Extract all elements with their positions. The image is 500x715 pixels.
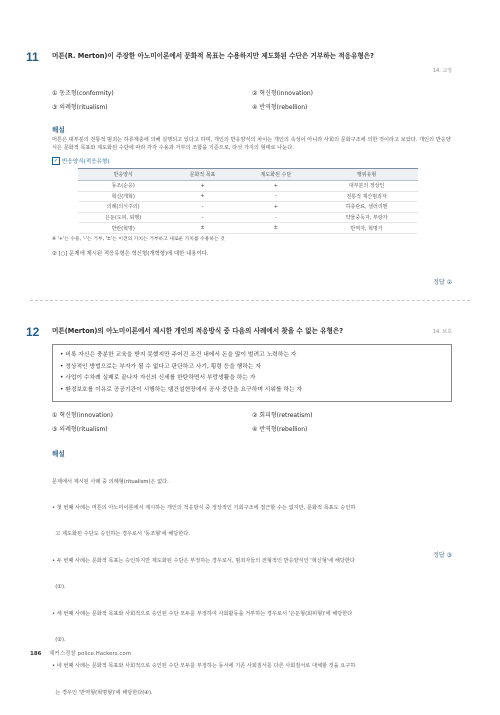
question-text: 머튼(Merton)의 아노미이론에서 제시한 개인의 적응방식 중 다음의 사례에서 찾을 수 없는 유형은? xyxy=(52,327,344,335)
answer-label: 정답 ② xyxy=(433,279,452,286)
page-footer xyxy=(30,649,131,657)
conclusion-text: ② [○] 문제에 제시된 적응유형은 혁신형(개혁형)에 대한 내용이다. xyxy=(52,250,209,257)
option-1[interactable]: ① 동조형(conformity) xyxy=(52,90,114,97)
table-row: 의례(의식주의) - + 하층관료, 샐러리맨 xyxy=(78,202,418,213)
question-11 xyxy=(26,50,452,74)
table-header: 제도화된 수단 xyxy=(237,169,316,181)
table-row: 반란(혁명) ± ± 반역자, 혁명가 xyxy=(78,223,418,234)
option-4[interactable]: ④ 반역형(rebellion) xyxy=(252,104,308,111)
table-row: 은둔(도피, 퇴행) - - 약물중독자, 부랑자 xyxy=(78,212,418,223)
question-12 xyxy=(26,325,452,339)
case-item: • 정상적인 방법으로는 부자가 될 수 없다고 판단하고 사기, 횡령 등을 행하는 자 xyxy=(60,363,261,370)
option-2[interactable]: ② 혁신형(innovation) xyxy=(252,90,314,97)
explanation-line: 고 제도화된 수단도 승인하는 경우로서 '동조형'에 해당한다. xyxy=(52,531,190,538)
option-4[interactable]: ④ 반역형(rebellion) xyxy=(252,426,308,433)
explanation-12 xyxy=(52,448,452,715)
explanation-line: • 첫 번째 사례는 머튼의 아노미이론에서 제시하는 개인의 적응방식 중 정상적인 기회구조에 접근할 수는 없지만, 문화적 목표도 승인하 xyxy=(52,504,356,511)
section-divider xyxy=(30,300,470,301)
page-number: 186 xyxy=(30,651,42,657)
table-header: 반응양식 xyxy=(78,169,168,181)
question-source: 14. 보호 xyxy=(432,329,452,335)
case-box xyxy=(52,344,452,402)
table-header: 문화적 목표 xyxy=(168,169,236,181)
options-12 xyxy=(52,410,452,433)
options-11 xyxy=(52,88,452,111)
case-item: • 환경보호를 이유로 공공기관이 시행하는 댐건설현장에서 공사 중단을 요구하며 시위를 하는 자 xyxy=(60,386,303,393)
answer-label: 정답 ③ xyxy=(433,552,452,559)
option-1[interactable]: ① 혁신형(innovation) xyxy=(52,412,114,419)
explanation-line: • 세 번째 사례는 문화적 목표와 사회적으로 승인된 수단 모두를 부정하여 사회활동을 거부하는 경우로서 '은둔형(회피형)'에 해당한다 xyxy=(52,610,353,617)
table-note: ※ '+'는 수용, '-'는 거부, '±'는 이전의 가치는 거부하고 새로운 가치를 수용하는 것 xyxy=(52,236,225,242)
question-number: 11 xyxy=(26,50,39,64)
explanation-11 xyxy=(52,124,452,258)
explanation-label: 해설 xyxy=(52,126,65,134)
explanation-label: 해설 xyxy=(52,450,65,458)
checkbox-icon: ✓ xyxy=(53,158,59,164)
option-3[interactable]: ③ 의례형(ritualism) xyxy=(52,104,108,111)
table-row: 동조(순응) + + 대부분의 정상인 xyxy=(78,181,418,192)
explanation-line: (①). xyxy=(52,584,66,591)
question-text: 머튼(R. Merton)이 주장한 아노미이론에서 문화적 목표는 수용하지만 제도화된 수단은 거부하는 적응유형은? xyxy=(52,52,374,60)
table-header: 행위유형 xyxy=(315,169,418,181)
question-number: 12 xyxy=(26,325,40,339)
case-item: • 사업이 수차례 실패로 끝나자 자신의 신세를 한탄하면서 부랑생활을 하는 자 xyxy=(60,375,256,381)
explanation-text: 머튼은 대부분의 전통적 범죄는 하류계층에 의해 실행되고 있다고 하며, 개인의 반응양식의 차이는 개인의 속성이 아니라 사회의 문화구조에 의한 것이라고 보았다. 개인의 반응양식은 문화적 목표와 제도화된 수단에 따라 각각 수용과 거부의 조합을 기준으로, 다섯 가지의 형태로 나눈다. xyxy=(52,137,451,151)
table-row: 혁신(개혁) + - 전통적 재산범죄자 xyxy=(78,191,418,202)
option-3[interactable]: ③ 의례형(ritualism) xyxy=(52,426,108,433)
footer-brand: 해커스경찰 police.Hackers.com xyxy=(49,651,132,657)
explanation-line: (②). xyxy=(52,636,66,643)
option-2[interactable]: ② 회피형(retreatism) xyxy=(252,412,313,419)
explanation-line: 문제에서 제시된 사례 중 의례형(ritualism)은 없다. xyxy=(52,478,169,485)
table-title: ✓ 반응양식(적응유형) xyxy=(53,158,110,165)
question-source: 14. 교정 xyxy=(432,68,452,74)
response-table xyxy=(78,168,418,234)
explanation-line: • 네 번째 사례는 문화적 목표와 사회적으로 승인된 수단 모두를 부정하는 동시에 기존 사회질서를 다른 사회질서로 대체할 것을 요구하 xyxy=(52,663,356,670)
case-item: • 비록 자신은 충분한 교육을 받지 못했지만 주어진 조건 내에서 돈을 많이 벌려고 노력하는 자 xyxy=(60,352,297,358)
explanation-line: • 두 번째 사례는 문화적 목표는 승인하지만 제도화된 수단은 부정하는 경우로서, 범죄자들의 전형적인 반응양식인 '혁신형'에 해당한다 xyxy=(52,557,355,564)
explanation-line: 는 경우인 '반역형(혁명형)'에 해당한다(④). xyxy=(52,689,153,696)
